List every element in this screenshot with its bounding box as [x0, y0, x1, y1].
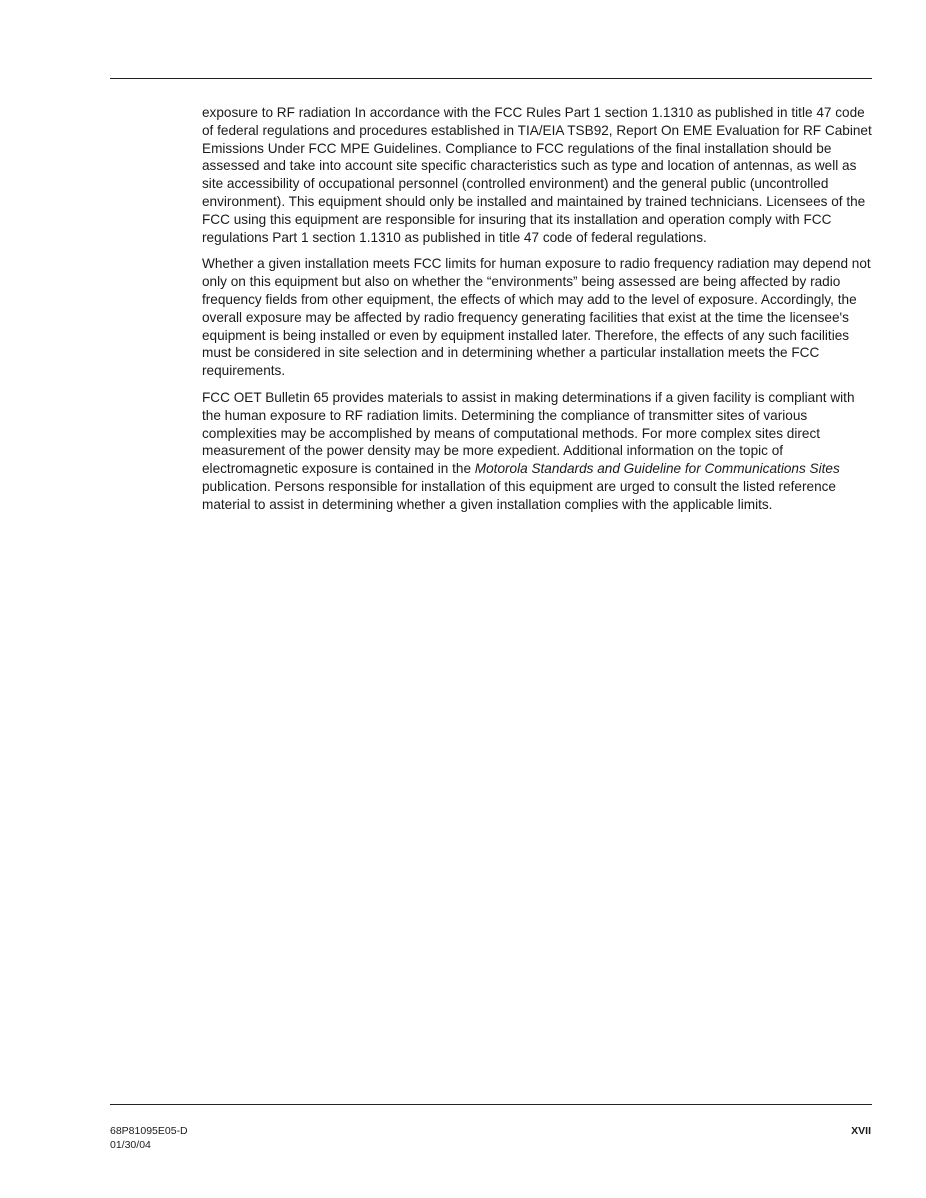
paragraph-3-text-end: publication. Persons responsible for installation of this equipment are urged to consult the listed reference material to assist in determining whether a given installation complies with the applicable limits. — [202, 478, 836, 512]
header-rule — [110, 78, 872, 79]
page-number: XVII — [851, 1125, 871, 1137]
footer-left — [110, 1124, 188, 1152]
footer-rule — [110, 1104, 872, 1105]
paragraph-2: Whether a given installation meets FCC limits for human exposure to radio frequency radiation may depend not only on this equipment but also on whether the “environments” being assessed are being affected by radio frequency fields from other equipment, the effects of which may add to the level of exposure. Accordingly, the overall exposure may be affected by radio frequency generating facilities that exist at the time the licensee's equipment is being installed or even by equipment installed later. Therefore, the effects of any such facilities must be considered in site selection and in determining whether a particular installation meets the FCC requirements. — [202, 256, 871, 379]
paragraph-1: exposure to RF radiation In accordance with the FCC Rules Part 1 section 1.1310 as published in title 47 code of federal regulations and procedures established in TIA/EIA TSB92, Report On EME Evaluation for RF Cabinet Emissions Under FCC MPE Guidelines. Compliance to FCC regulations of the final installation should be assessed and take into account site specific characteristics such as type and location of antennas, as well as site accessibility of occupational personnel (controlled environment) and the general public (uncontrolled environment). This equipment should only be installed and maintained by trained technicians. Licensees of the FCC using this equipment are responsible for insuring that its installation and operation comply with FCC regulations Part 1 section 1.1310 as published in title 47 code of federal regulations. — [202, 105, 872, 245]
paragraph-3 — [202, 389, 874, 514]
body-text — [202, 104, 874, 523]
paragraph-3-text: FCC OET Bulletin 65 provides materials to assist in making determinations if a given facility is compliant with the human exposure to RF radiation limits. Determining the compliance of transmitter sites of various complexities may be accomplished by means of computational methods. For more complex sites direct measurement of the power density may be more expedient. Additional information on the topic of electromagnetic exposure is contained in the — [202, 389, 855, 477]
publication-title: Motorola Standards and Guideline for Communications Sites — [474, 461, 840, 477]
document-date: 01/30/04 — [110, 1139, 151, 1151]
document-number: 68P81095E05-D — [110, 1125, 188, 1137]
